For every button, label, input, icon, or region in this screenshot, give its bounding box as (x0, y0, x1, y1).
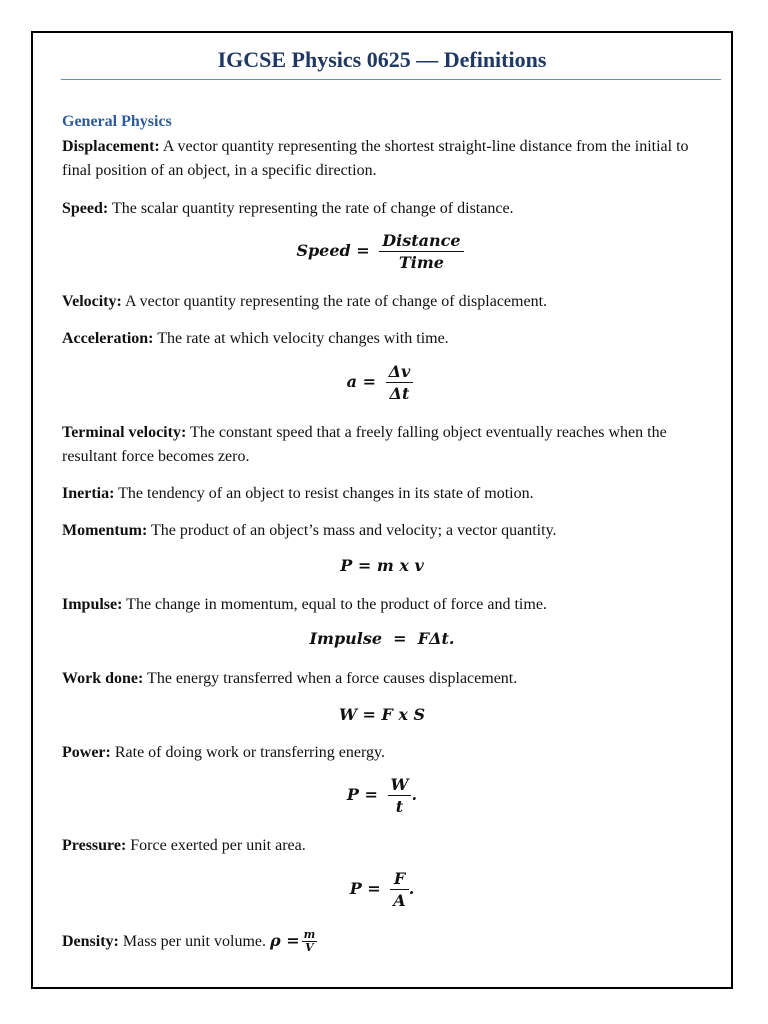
denominator: t (395, 797, 404, 816)
definition-text: The tendency of an object to resist changes in its state of motion. (114, 485, 534, 502)
term: Density: (62, 933, 119, 950)
equation-momentum: P = m x v (340, 556, 424, 575)
fraction (386, 362, 414, 403)
equation-lhs: P = (346, 785, 378, 804)
definition-displacement (62, 135, 710, 183)
denominator: A (393, 891, 406, 910)
definition-text: The rate at which velocity changes with time. (153, 330, 449, 347)
term: Speed: (62, 200, 109, 217)
term: Pressure: (62, 837, 127, 854)
denominator: Δt (389, 384, 410, 403)
section-heading: General Physics (62, 113, 172, 130)
term: Work done: (62, 670, 144, 687)
equation-pressure (33, 869, 731, 910)
denominator: V (305, 941, 314, 954)
equation-lhs: a = (346, 372, 377, 391)
definition-work-done (62, 667, 710, 691)
definition-terminal-velocity (62, 421, 710, 469)
fraction (388, 775, 412, 816)
fraction (302, 929, 318, 954)
equation-density (269, 928, 317, 954)
equation-impulse: Impulse = FΔt. (309, 629, 455, 648)
equation-tail: . (411, 785, 418, 804)
term: Inertia: (62, 485, 115, 502)
title-underline (61, 79, 721, 80)
term: Terminal velocity: (62, 424, 187, 441)
page-title: IGCSE Physics 0625 — Definitions (217, 47, 547, 72)
numerator: Distance (379, 231, 463, 252)
equation-work: W = F x S (338, 705, 426, 724)
term: Momentum: (62, 522, 148, 539)
definition-speed (62, 197, 710, 221)
equation-lhs: Speed = (296, 241, 370, 260)
definition-text: Force exerted per unit area. (126, 837, 306, 854)
definition-power (62, 741, 710, 765)
numerator: m (303, 928, 316, 941)
definition-text: Mass per unit volume. (118, 933, 270, 950)
definition-text: Rate of doing work or transferring energy. (110, 744, 385, 761)
definition-text: The energy transferred when a force causes displacement. (143, 670, 518, 687)
term: Impulse: (62, 596, 123, 613)
definition-density (62, 929, 710, 954)
term: Acceleration: (62, 330, 154, 347)
definition-momentum (62, 519, 710, 543)
definition-velocity (62, 290, 710, 314)
numerator: Δv (386, 362, 414, 383)
term: Velocity: (62, 293, 122, 310)
equation-acceleration (33, 362, 731, 403)
denominator: Time (398, 253, 444, 272)
definition-text: The scalar quantity representing the rate of change of distance. (108, 200, 514, 217)
fraction (379, 231, 463, 272)
definition-pressure (62, 834, 710, 858)
term: Power: (62, 744, 111, 761)
equation-speed (33, 231, 731, 272)
definition-text: A vector quantity representing the rate of change of displacement. (121, 293, 548, 310)
equation-lhs: P = (349, 879, 381, 898)
equation-lhs: ρ = (269, 931, 300, 950)
document-page (31, 31, 733, 989)
definition-inertia (62, 482, 710, 506)
equation-tail: . (408, 879, 415, 898)
numerator: F (390, 869, 408, 890)
definition-text: The product of an object’s mass and velocity; a vector quantity. (147, 522, 557, 539)
definition-acceleration (62, 327, 710, 351)
equation-power (33, 775, 731, 816)
definition-impulse (62, 593, 710, 617)
definition-text: The constant speed that a freely falling object eventually reaches when the resultant force becomes zero. (62, 424, 667, 465)
numerator: W (388, 775, 412, 796)
definition-text: The change in momentum, equal to the product of force and time. (122, 596, 547, 613)
definition-text: A vector quantity representing the shortest straight-line distance from the initial to final position of an object, in a specific direction. (62, 138, 689, 179)
term: Displacement: (62, 138, 160, 155)
fraction (390, 869, 408, 910)
